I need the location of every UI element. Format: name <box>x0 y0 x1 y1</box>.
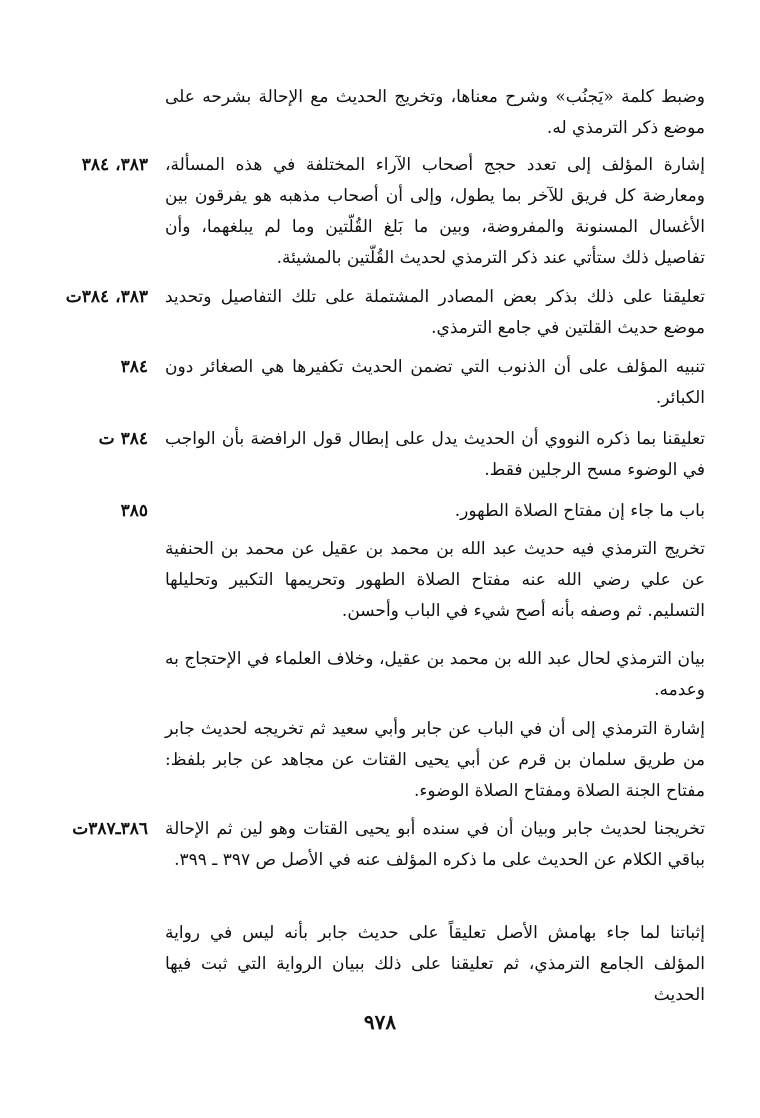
entry-page-ref: ٣٨٤ <box>120 357 148 377</box>
page-number: ٩٧٨ <box>363 1010 397 1034</box>
entry-text: تعليقنا بما ذكره النووي أن الحديث يدل على إبطال قول الرافضة بأن الواجب في الوضوء مسح الرجلين فقط. <box>165 429 705 480</box>
entry-text: تعليقنا على ذلك بذكر بعض المصادر المشتملة على تلك التفاصيل وتحديد موضع حديث القلتين في جامع الترمذي. <box>165 287 705 338</box>
entry-page-ref: ٣٨٥ <box>120 501 148 521</box>
entry-text: باب ما جاء إن مفتاح الصلاة الطهور. <box>454 501 705 521</box>
entry-text: تخريج الترمذي فيه حديث عبد الله بن محمد بن عقيل عن محمد بن الحنفية عن علي رضي الله عنه مفتاح الصلاة الطهور وتحريمها التكبير وتحليلها التسليم. ثم وصفه بأنه أصح شيء في الباب وأحسن. <box>165 539 705 621</box>
entry-text: تنبيه المؤلف على أن الذنوب التي تضمن الحديث تكفيرها هي الصغائر دون الكبائر. <box>165 357 705 408</box>
entry-text: إثباتنا لما جاء بهامش الأصل تعليقاً على حديث جابر بأنه ليس في رواية المؤلف الجامع الترمذي، ثم تعليقنا على ذلك ببيان الرواية التي ثبت فيها الحديث <box>165 923 705 1005</box>
entry-text: بيان الترمذي لحال عبد الله بن محمد بن عقيل، وخلاف العلماء في الإحتجاج به وعدمه. <box>165 649 705 700</box>
entry-page-ref: ٣٨٣، ٣٨٤ت <box>65 287 148 307</box>
entry-text: إشارة المؤلف إلى تعدد حجج أصحاب الآراء المختلفة في هذه المسألة، ومعارضة كل فريق للآخر بما يطول، وإلى أن أصحاب مذهبه هو يفرقون بين الأغسال المسنونة والمفروضة، وبين ما بَلغ القُلّتين وما لم يبلغهما، وأن تفاصيل ذلك ستأتي عند ذكر الترمذي لحديث القُلّتين بالمشيئة. <box>165 155 705 268</box>
entry-text: وضبط كلمة «يَجنُب» وشرح معناها، وتخريج الحديث مع الإحالة بشرحه على موضع ذكر الترمذي له. <box>165 87 705 138</box>
entry-text: إشارة الترمذي إلى أن في الباب عن جابر وأبي سعيد ثم تخريجه لحديث جابر من طريق سلمان بن قرم عن أبي يحيى القتات عن مجاهد عن جابر بلفظ: مفتاح الجنة الصلاة ومفتاح الصلاة الوضوء. <box>165 719 705 801</box>
entry-page-ref: ٣٨٤ ت <box>98 429 148 449</box>
entry-text: تخريجنا لحديث جابر وبيان أن في سنده أبو يحيى القتات وهو لين ثم الإحالة بباقي الكلام عن الحديث على ما ذكره المؤلف عنه في الأصل ص ٣٩٧ ـ ٣٩٩. <box>165 819 705 870</box>
entry-page-ref: ٣٨٣، ٣٨٤ <box>81 155 148 175</box>
entry-page-ref: ٣٨٦ـ٣٨٧ت <box>72 819 148 839</box>
